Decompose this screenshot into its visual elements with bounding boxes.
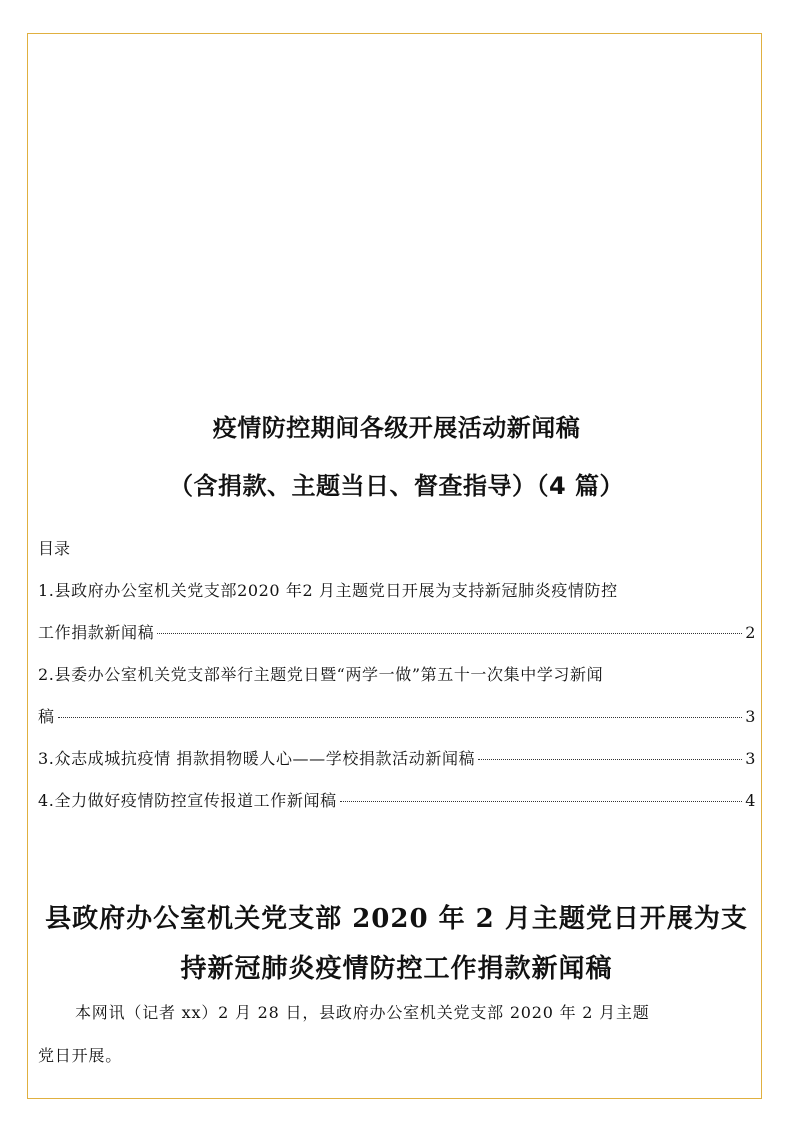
page-border (27, 33, 762, 1099)
body-paragraph-line-1: 本网讯（记者 xx）2 月 28 日，县政府办公室机关党支部 2020 年 2 月主题 (75, 1003, 650, 1022)
document-title-line-2: （含捐款、主题当日、督查指导）（4 篇） (168, 472, 625, 500)
toc-leader-dots (340, 801, 743, 802)
toc-page-number: 4 (745, 791, 756, 810)
toc-heading: 目录 (38, 539, 71, 558)
toc-entry-1-line-2[interactable] (38, 620, 756, 640)
toc-leader-dots (157, 633, 742, 634)
toc-entry-text: 3.众志成城抗疫情 捐款捐物暖人心——学校捐款活动新闻稿 (38, 749, 476, 768)
document-title-line-1: 疫情防控期间各级开展活动新闻稿 (212, 414, 581, 442)
toc-entry-1-line-1[interactable]: 1.县政府办公室机关党支部2020 年2 月主题党日开展为支持新冠肺炎疫情防控 (38, 581, 618, 600)
body-paragraph-line-2: 党日开展。 (38, 1046, 123, 1065)
toc-entry-text: 工作捐款新闻稿 (38, 623, 155, 642)
toc-entry-3[interactable] (38, 746, 756, 766)
toc-leader-dots (58, 717, 743, 718)
toc-entry-text: 稿 (38, 707, 55, 726)
toc-leader-dots (478, 759, 742, 760)
section-title-line-2: 持新冠肺炎疫情防控工作捐款新闻稿 (180, 954, 613, 984)
section-title-line-1: 县政府办公室机关党支部 2020 年 2 月主题党日开展为支 (45, 904, 748, 934)
toc-entry-2-line-1[interactable]: 2.县委办公室机关党支部举行主题党日暨“两学一做”第五十一次集中学习新闻 (38, 665, 604, 684)
toc-entry-4[interactable] (38, 788, 756, 808)
toc-page-number: 2 (745, 623, 756, 642)
toc-entry-2-line-2[interactable] (38, 704, 756, 724)
toc-page-number: 3 (745, 707, 756, 726)
toc-entry-text: 4.全力做好疫情防控宣传报道工作新闻稿 (38, 791, 337, 810)
toc-page-number: 3 (745, 749, 756, 768)
